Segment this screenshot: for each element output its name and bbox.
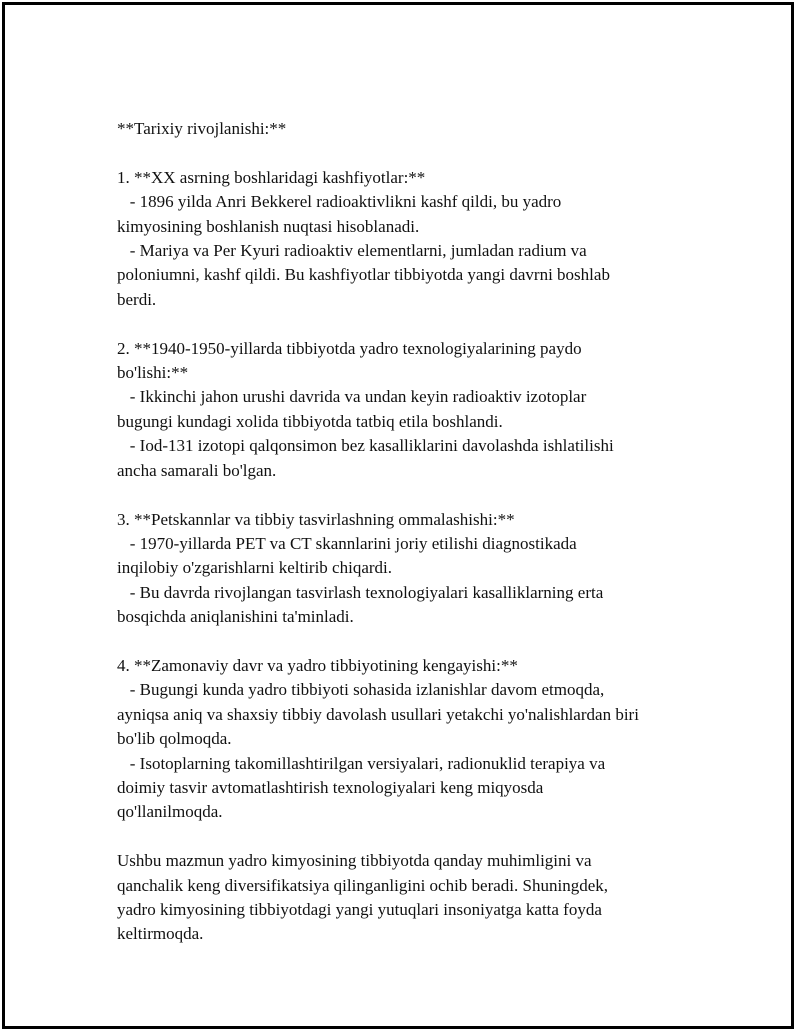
section-4-title: 4. **Zamonaviy davr va yadro tibbiyotining kengayishi:** <box>117 655 518 675</box>
section-1-title: 1. **XX asrning boshlaridagi kashfiyotlar:** <box>117 167 426 187</box>
section-1-bullet-2: - Mariya va Per Kyuri radioaktiv elementlarni, jumladan radium va poloniumni, kashf qildi. Bu kashfiyotlar tibbiyotda yangi davrni boshlab berdi. <box>117 241 610 309</box>
document-heading: **Tarixiy rivojlanishi:** <box>117 119 287 138</box>
section-2-title: 2. **1940-1950-yillarda tibbiyotda yadro texnologiyalarining paydo bo'lishi:** <box>117 338 582 383</box>
document-body <box>117 117 717 947</box>
section-3-bullet-2: - Bu davrda rivojlangan tasvirlash texnologiyalari kasalliklarning erta bosqichda aniqlanishini ta'minladi. <box>117 582 604 627</box>
conclusion-paragraph: Ushbu mazmun yadro kimyosining tibbiyotda qanday muhimligini va qanchalik keng diversifikatsiya qilinganligini ochib beradi. Shuningdek, yadro kimyosining tibbiyotdagi yangi yutuqlari insoniyatga katta foyda keltirmoqda. <box>117 851 609 944</box>
section-2-bullet-2: - Iod-131 izotopi qalqonsimon bez kasalliklarini davolashda ishlatilishi ancha samarali bo'lgan. <box>117 436 614 480</box>
section-3-bullet-1: - 1970-yillarda PET va CT skannlarini joriy etilishi diagnostikada inqilobiy o'zgarishlarni keltirib chiqardi. <box>117 533 577 578</box>
section-3-title: 3. **Petskannlar va tibbiy tasvirlashning ommalashishi:** <box>117 509 515 529</box>
section-1-bullet-1: - 1896 yilda Anri Bekkerel radioaktivlikni kashf qildi, bu yadro kimyosining boshlanish nuqtasi hisoblanadi. <box>117 192 562 236</box>
section-4-bullet-1: - Bugungi kunda yadro tibbiyoti sohasida izlanishlar davom etmoqda, ayniqsa aniq va shaxsiy tibbiy davolash usullari yetakchi yo'nalishlardan biri bo'lib qolmoqda. <box>117 680 639 749</box>
section-2-bullet-1: - Ikkinchi jahon urushi davrida va undan keyin radioaktiv izotoplar bugungi kundagi xolida tibbiyotda tatbiq etila boshlandi. <box>117 387 587 431</box>
section-4-bullet-2: - Isotoplarning takomillashtirilgan versiyalari, radionuklid terapiya va doimiy tasvir avtomatlashtirish texnologiyalari keng miqyosda qo'llanilmoqda. <box>117 753 606 822</box>
